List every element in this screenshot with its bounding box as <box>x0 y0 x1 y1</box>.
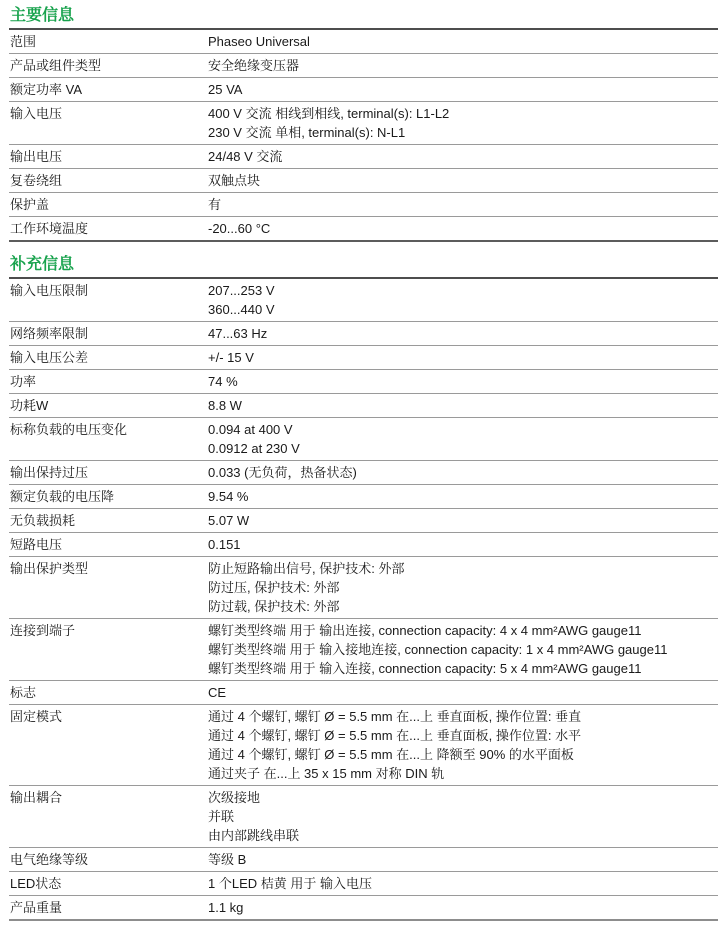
row-value-line: 由内部跳线串联 <box>208 828 300 843</box>
row-label: 工作环境温度 <box>10 221 89 236</box>
row-value <box>208 559 718 616</box>
spec-row <box>9 145 718 169</box>
row-value-line: Phaseo Universal <box>208 34 310 49</box>
row-value-line: CE <box>208 685 227 700</box>
row-value-line: 1 个LED 桔黄 用于 输入电压 <box>208 876 372 891</box>
row-value-line: 次级接地 <box>208 790 261 805</box>
row-label: 网络频率限制 <box>10 326 89 341</box>
row-value <box>208 511 718 530</box>
row-value-line: 防过载, 保护技术: 外部 <box>208 599 340 614</box>
row-value-line: 8.8 W <box>208 398 242 413</box>
row-value-line: 5.07 W <box>208 513 250 528</box>
row-value-line: 360...440 V <box>208 302 275 317</box>
spec-row <box>9 346 718 370</box>
spec-row <box>9 461 718 485</box>
row-label: 固定模式 <box>10 709 63 724</box>
row-label: 额定负载的电压降 <box>10 489 115 504</box>
row-value <box>208 348 718 367</box>
row-label: 输出保护类型 <box>10 561 89 576</box>
spec-row <box>9 322 718 346</box>
spec-section <box>9 5 718 242</box>
spec-row <box>9 681 718 705</box>
row-value <box>208 147 718 166</box>
row-value <box>208 195 718 214</box>
row-label: 输出电压 <box>10 149 63 164</box>
row-label: 短路电压 <box>10 537 63 552</box>
row-label: 功耗W <box>10 398 49 413</box>
row-value-line: 400 V 交流 相线到相线, terminal(s): L1-L2 <box>208 106 450 121</box>
row-value-line: 通过 4 个螺钉, 螺钉 Ø = 5.5 mm 在...上 降额至 90% 的水平面板 <box>208 747 574 762</box>
spec-row <box>9 533 718 557</box>
row-value-line: 螺钉类型终端 用于 输入接地连接, connection capacity: 1 x 4 mm²AWG gauge11 <box>208 642 668 657</box>
row-value <box>208 683 718 702</box>
row-value-line: 74 % <box>208 374 238 389</box>
row-value <box>208 535 718 554</box>
spec-row <box>9 394 718 418</box>
row-label: 标称负载的电压变化 <box>10 422 128 437</box>
row-value-line: 安全绝缘变压器 <box>208 58 300 73</box>
row-value <box>208 281 718 319</box>
spec-row <box>9 848 718 872</box>
spec-row <box>9 193 718 217</box>
spec-row <box>9 169 718 193</box>
spec-row <box>9 786 718 848</box>
row-label: 连接到端子 <box>10 623 76 638</box>
spec-row <box>9 705 718 786</box>
spec-row <box>9 896 718 921</box>
row-value-line: 等级 B <box>208 852 247 867</box>
row-label: 输出耦合 <box>10 790 63 805</box>
row-value <box>208 707 718 783</box>
row-value <box>208 874 718 893</box>
row-value-line: 通过 4 个螺钉, 螺钉 Ø = 5.5 mm 在...上 垂直面板, 操作位置: 垂直 <box>208 709 582 724</box>
row-value-line: 0.033 (无负荷，热备状态) <box>208 465 357 480</box>
row-value-line: 通过夹子 在...上 35 x 15 mm 对称 DIN 轨 <box>208 766 445 781</box>
row-label: 范围 <box>10 34 37 49</box>
row-value-line: 螺钉类型终端 用于 输出连接, connection capacity: 4 x 4 mm²AWG gauge11 <box>208 623 642 638</box>
row-value-line: 0.0912 at 230 V <box>208 441 300 456</box>
row-value <box>208 850 718 869</box>
row-value <box>208 372 718 391</box>
row-value <box>208 324 718 343</box>
spec-row <box>9 217 718 242</box>
row-value-line: 0.094 at 400 V <box>208 422 293 437</box>
row-value-line: 1.1 kg <box>208 900 244 915</box>
spec-row <box>9 619 718 681</box>
row-label: 产品或组件类型 <box>10 58 102 73</box>
row-value <box>208 463 718 482</box>
row-value <box>208 487 718 506</box>
row-label: LED状态 <box>10 876 62 891</box>
row-value-line: 防止短路输出信号, 保护技术: 外部 <box>208 561 405 576</box>
row-label: 输入电压 <box>10 106 63 121</box>
row-value-line: 47...63 Hz <box>208 326 268 341</box>
spec-row <box>9 54 718 78</box>
row-value <box>208 80 718 99</box>
row-label: 保护盖 <box>10 197 50 212</box>
spec-row <box>9 30 718 54</box>
row-value-line: -20...60 °C <box>208 221 271 236</box>
row-value <box>208 104 718 142</box>
section-title: 补充信息 <box>9 254 718 279</box>
row-value <box>208 32 718 51</box>
spec-row <box>9 279 718 322</box>
row-value-line: 防过压, 保护技术: 外部 <box>208 580 340 595</box>
row-value <box>208 621 718 678</box>
row-label: 功率 <box>10 374 37 389</box>
row-value-line: 9.54 % <box>208 489 249 504</box>
row-value-line: 0.151 <box>208 537 241 552</box>
row-label: 标志 <box>10 685 37 700</box>
spec-row <box>9 78 718 102</box>
spec-row <box>9 370 718 394</box>
row-label: 输出保持过压 <box>10 465 89 480</box>
row-label: 电气绝缘等级 <box>10 852 89 867</box>
row-value <box>208 788 718 845</box>
spec-row <box>9 418 718 461</box>
row-label: 复卷绕组 <box>10 173 63 188</box>
row-value <box>208 420 718 458</box>
spec-row <box>9 872 718 896</box>
row-value-line: 25 VA <box>208 82 243 97</box>
row-value-line: 230 V 交流 单相, terminal(s): N-L1 <box>208 125 406 140</box>
row-value-line: 24/48 V 交流 <box>208 149 283 164</box>
spec-section <box>9 254 718 921</box>
row-value-line: +/- 15 V <box>208 350 254 365</box>
row-label: 额定功率 VA <box>10 82 82 97</box>
row-value-line: 双触点块 <box>208 173 261 188</box>
row-value-line: 有 <box>208 197 222 212</box>
row-value <box>208 898 718 917</box>
spec-row <box>9 557 718 619</box>
row-label: 输入电压限制 <box>10 283 89 298</box>
row-value-line: 通过 4 个螺钉, 螺钉 Ø = 5.5 mm 在...上 垂直面板, 操作位置: 水平 <box>208 728 582 743</box>
row-value <box>208 56 718 75</box>
spec-sections-root <box>9 5 718 921</box>
row-label: 无负载损耗 <box>10 513 76 528</box>
row-value <box>208 171 718 190</box>
spec-row <box>9 509 718 533</box>
row-value <box>208 219 718 238</box>
spec-row <box>9 102 718 145</box>
row-value-line: 并联 <box>208 809 235 824</box>
row-value-line: 207...253 V <box>208 283 275 298</box>
row-value <box>208 396 718 415</box>
row-label: 输入电压公差 <box>10 350 89 365</box>
section-title: 主要信息 <box>9 5 718 30</box>
spec-row <box>9 485 718 509</box>
row-value-line: 螺钉类型终端 用于 输入连接, connection capacity: 5 x 4 mm²AWG gauge11 <box>208 661 642 676</box>
row-label: 产品重量 <box>10 900 63 915</box>
